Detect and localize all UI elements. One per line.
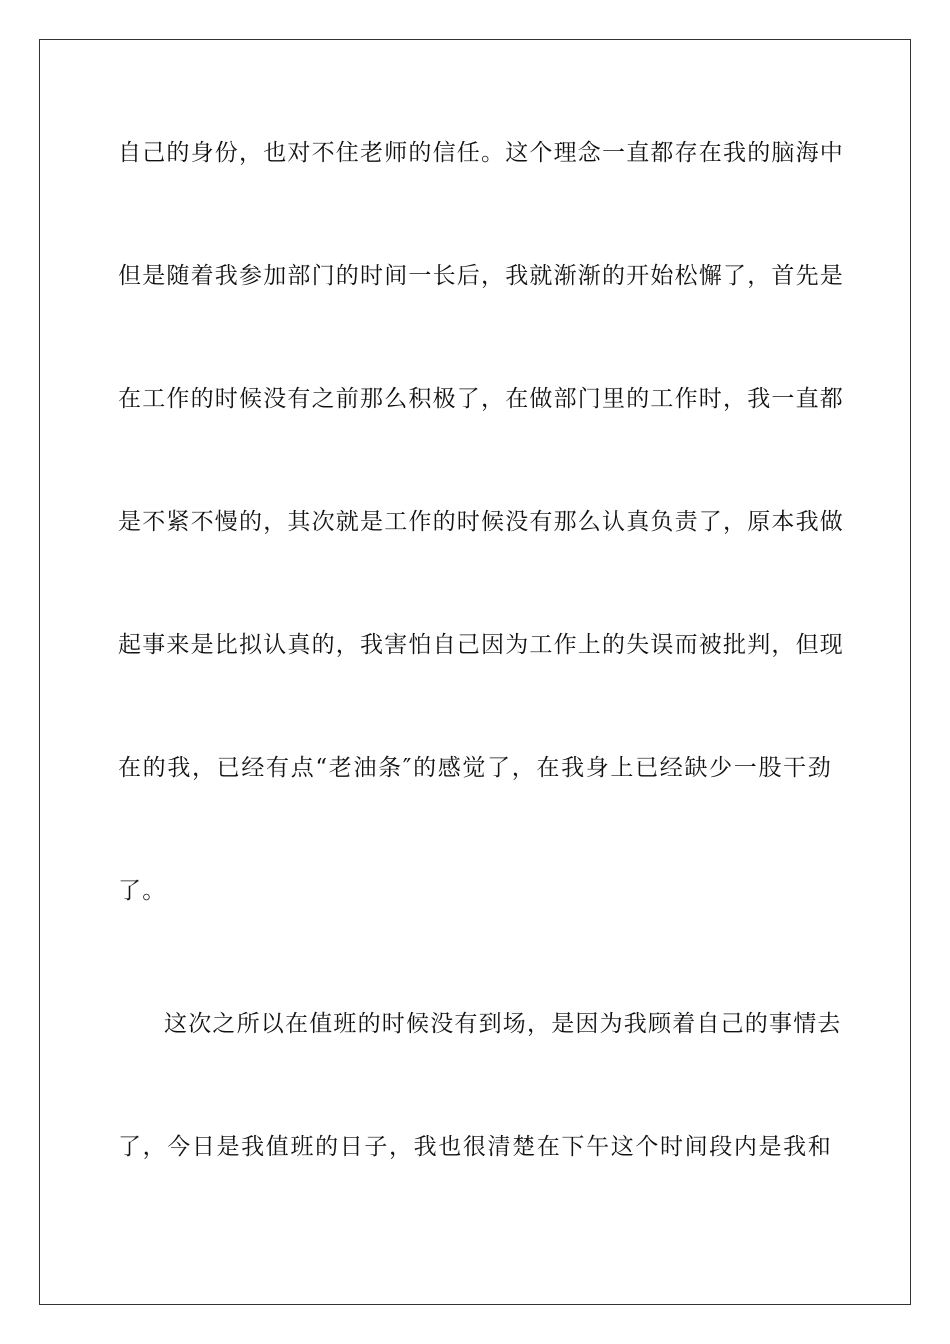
paragraph-line-3: 在工作的时候没有之前那么积极了，在做部门里的工作时，我一直都	[118, 386, 844, 412]
paragraph-line-4: 是不紧不慢的，其次就是工作的时候没有那么认真负责了，原本我做	[118, 509, 844, 535]
paragraph2-line-2: 了，今日是我值班的日子，我也很清楚在下午这个时间段内是我和	[118, 1134, 832, 1160]
paragraph-line-6: 在的我，已经有点“老油条″的感觉了，在我身上已经缺少一股干劲	[118, 755, 832, 781]
paragraph-line-5: 起事来是比拟认真的，我害怕自己因为工作上的失误而被批判，但现	[118, 632, 844, 658]
paragraph-line-1: 自己的身份，也对不住老师的信任。这个理念一直都存在我的脑海中	[118, 140, 844, 166]
page-border	[39, 39, 911, 1305]
paragraph-line-2: 但是随着我参加部门的时间一长后，我就渐渐的开始松懈了，首先是	[118, 263, 844, 289]
paragraph-line-7: 了。	[118, 878, 167, 904]
paragraph2-line-1: 这次之所以在值班的时候没有到场，是因为我顾着自己的事情去	[164, 1011, 842, 1037]
